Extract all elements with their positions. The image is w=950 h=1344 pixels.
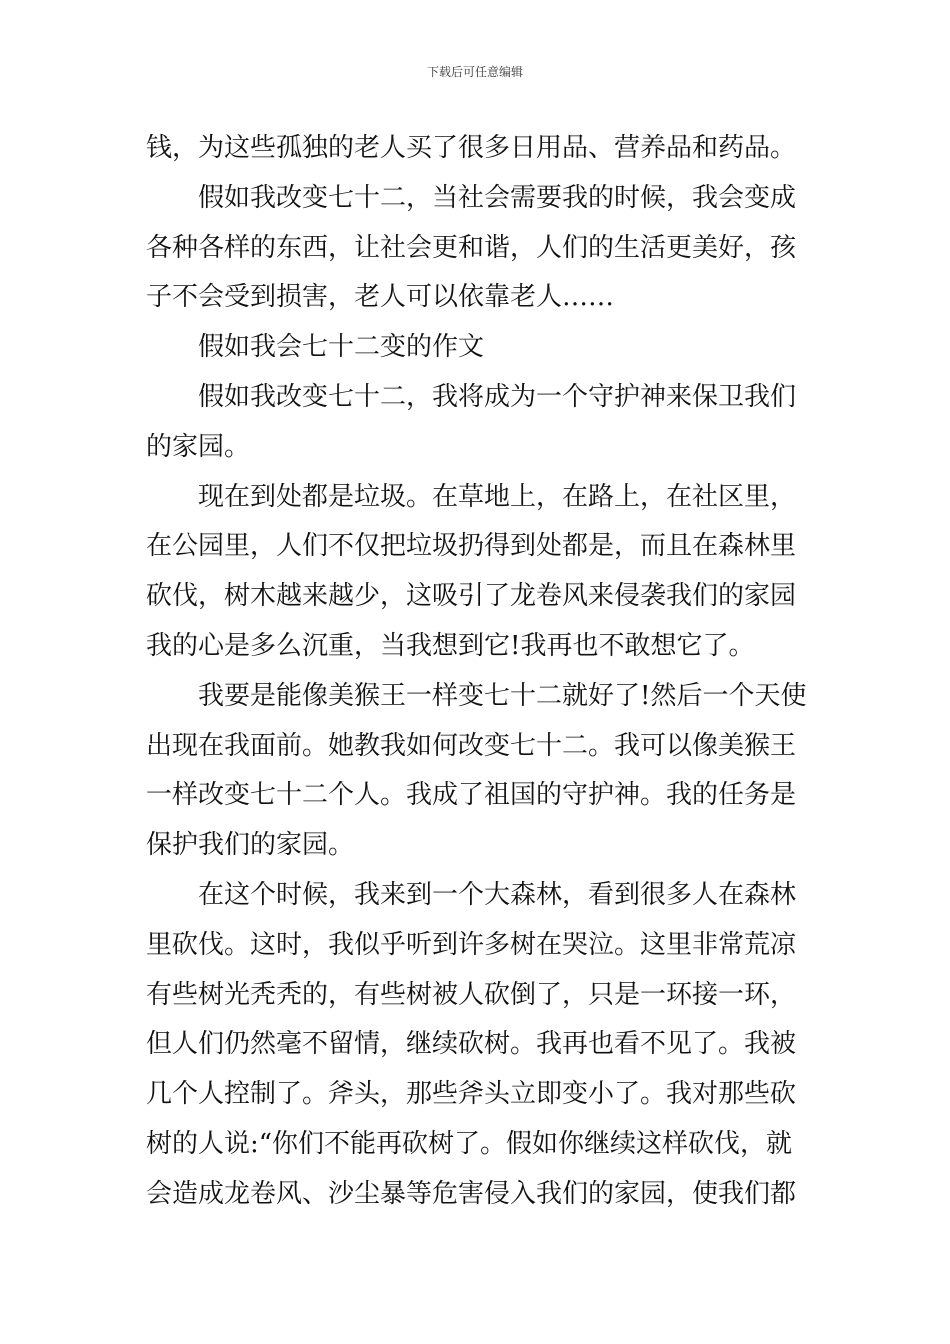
text-line: 会造成龙卷风、沙尘暴等危害侵入我们的家园，使我们都 bbox=[146, 1178, 797, 1209]
text-line: 假如我改变七十二，我将成为一个守护神来保卫我们 bbox=[198, 381, 797, 412]
text-line: 钱，为这些孤独的老人买了很多日用品、营养品和药品。 bbox=[146, 133, 797, 163]
text-line: 现在到处都是垃圾。在草地上，在路上，在社区里， bbox=[198, 481, 797, 512]
text-line: 子不会受到损害，老人可以依靠老人…… bbox=[146, 282, 615, 313]
text-line: 几个人控制了。斧头，那些斧头立即变小了。我对那些砍 bbox=[146, 1079, 797, 1110]
text-line: 出现在我面前。她教我如何改变七十二。我可以像美猴王 bbox=[146, 730, 797, 761]
text-line: 里砍伐。这时，我似乎听到许多树在哭泣。这里非常荒凉 bbox=[146, 929, 797, 960]
text-line: 各种各样的东西，让社会更和谐，人们的生活更美好，孩 bbox=[146, 232, 797, 263]
text-line: 在这个时候，我来到一个大森林，看到很多人在森林 bbox=[198, 879, 797, 910]
text-line: 砍伐，树木越来越少，这吸引了龙卷风来侵袭我们的家园 bbox=[146, 581, 797, 612]
section-title: 假如我会七十二变的作文 bbox=[198, 332, 485, 363]
text-line: 但人们仍然毫不留情，继续砍树。我再也看不见了。我被 bbox=[146, 1029, 797, 1060]
text-line: 保护我们的家园。 bbox=[146, 830, 355, 861]
text-line: 的家园。 bbox=[146, 431, 251, 462]
text-line: 在公园里，人们不仅把垃圾扔得到处都是，而且在森林里 bbox=[146, 531, 797, 562]
body-text bbox=[146, 124, 816, 1220]
text-line: 有些树光秃秃的，有些树被人砍倒了，只是一环接一环， bbox=[146, 979, 797, 1010]
page-header: 下载后可任意编辑 bbox=[426, 65, 523, 79]
text-line: 我要是能像美猴王一样变七十二就好了!然后一个天使 bbox=[198, 680, 807, 711]
text-line: 树的人说:“你们不能再砍树了。假如你继续这样砍伐，就 bbox=[146, 1128, 793, 1159]
text-line: 一样改变七十二个人。我成了祖国的守护神。我的任务是 bbox=[146, 780, 797, 811]
text-line: 假如我改变七十二，当社会需要我的时候，我会变成 bbox=[198, 182, 797, 213]
text-line: 我的心是多么沉重，当我想到它!我再也不敢想它了。 bbox=[146, 630, 755, 661]
